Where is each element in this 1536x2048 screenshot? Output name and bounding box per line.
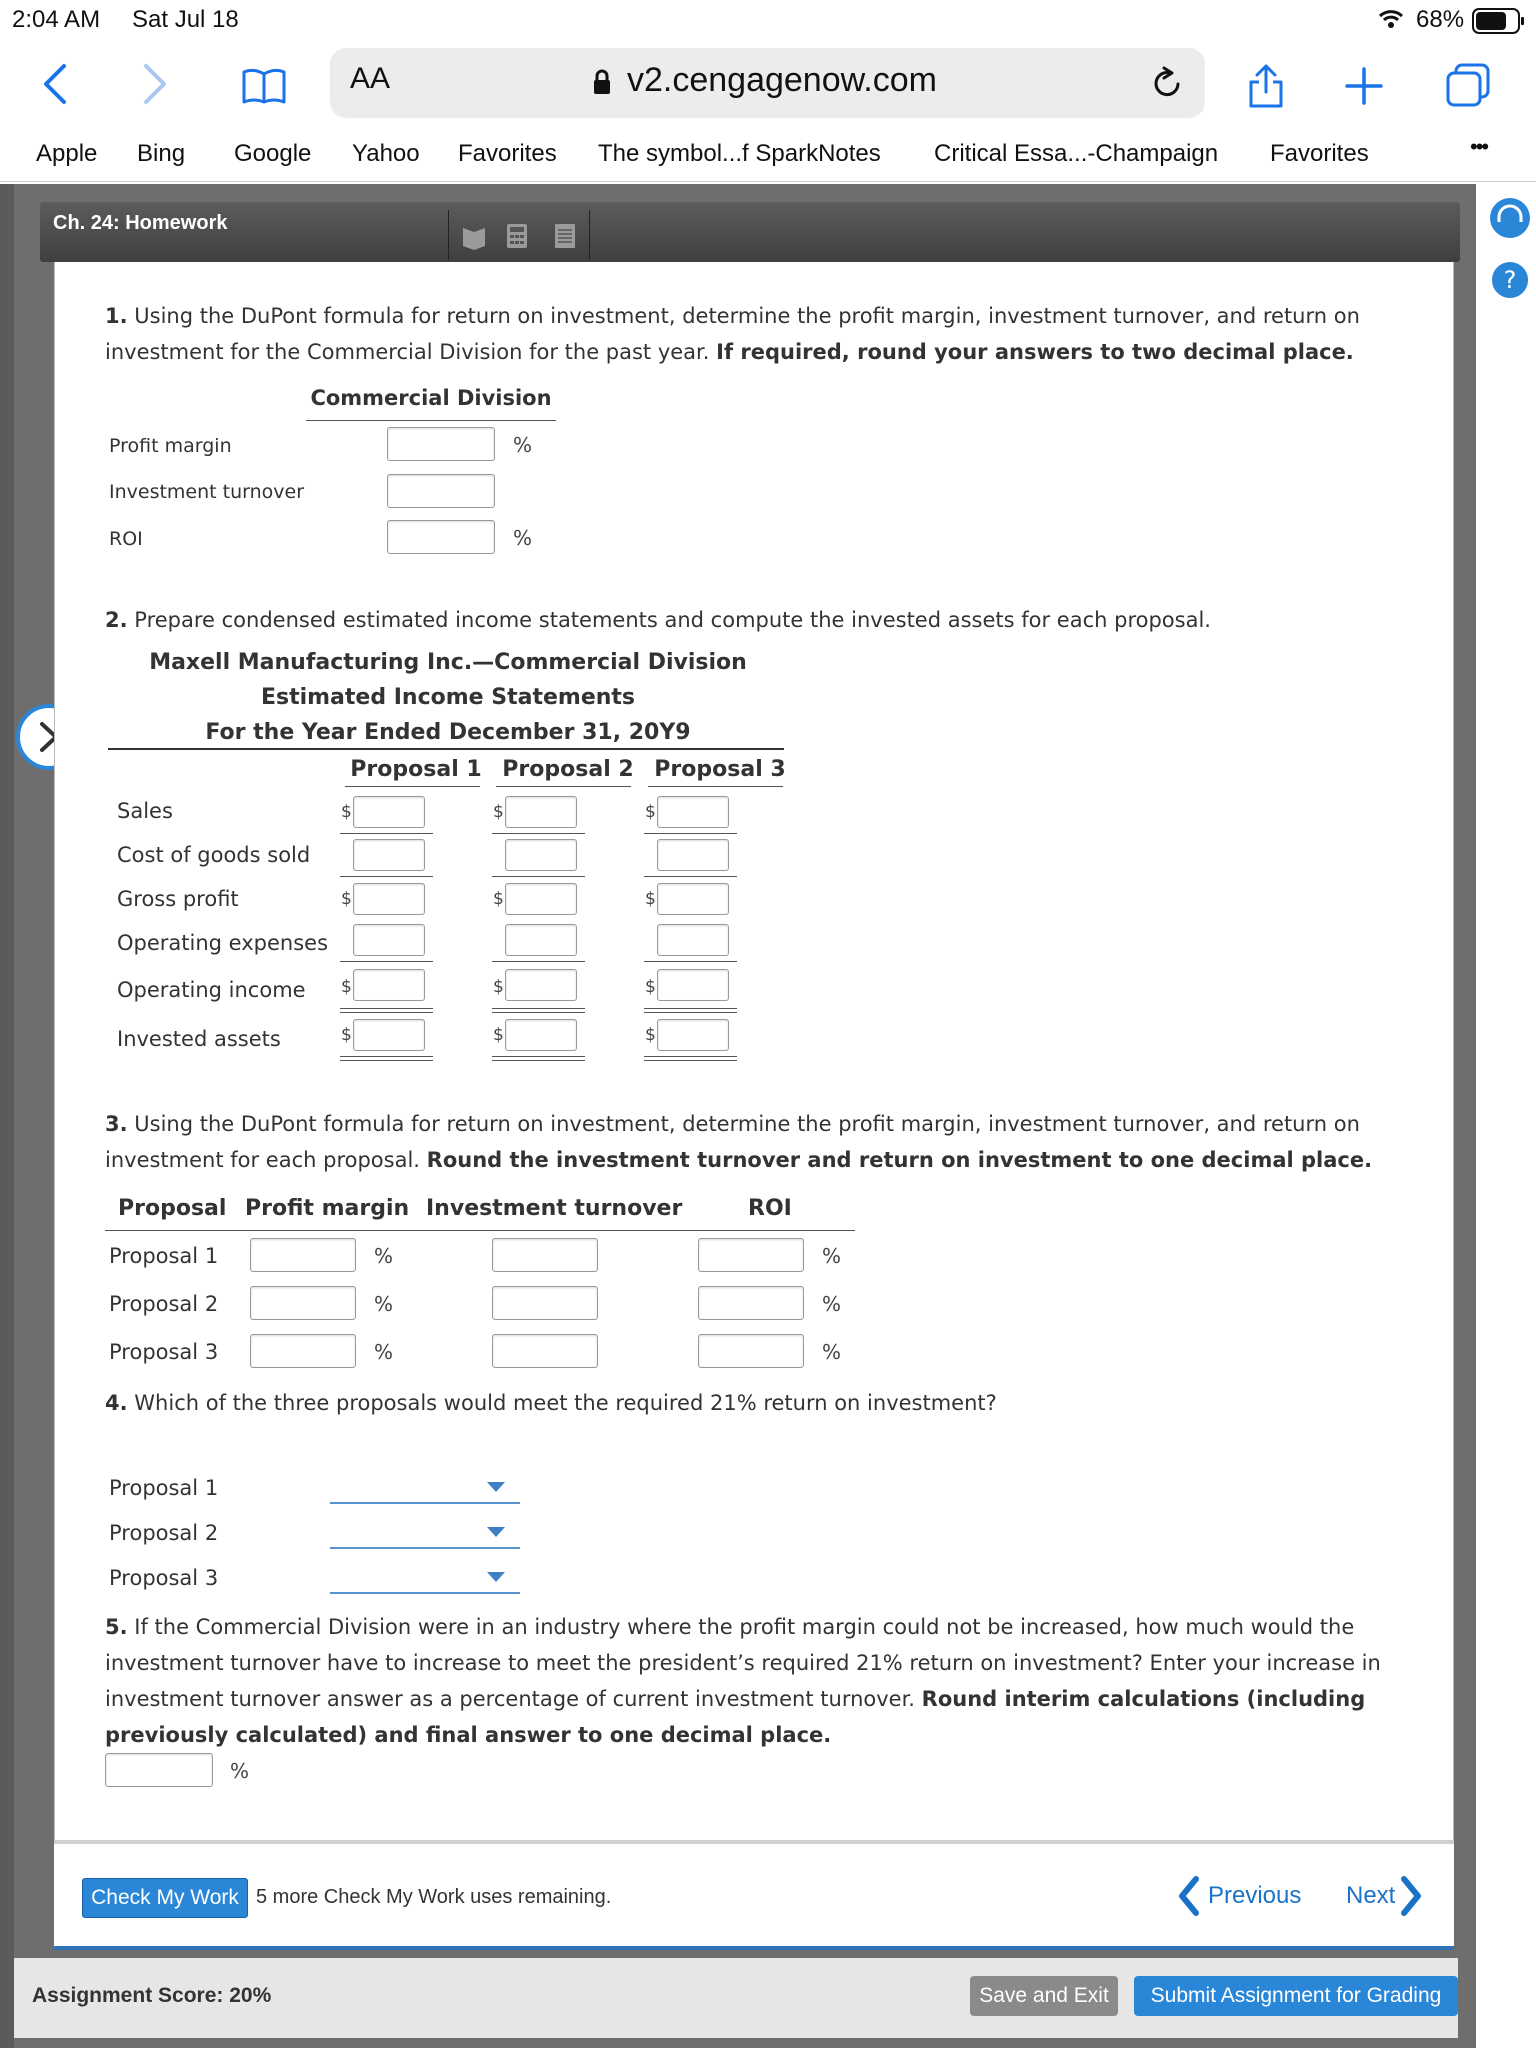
column-header-proposal-1: Proposal 1 [350,757,482,782]
column-header-investment-turnover: Investment turnover [426,1196,683,1221]
bookmark-apple[interactable]: Apple [36,140,98,167]
dollar-sign: $ [645,1025,656,1045]
commercial-division-header: Commercial Division [310,386,552,410]
cell-rule [340,1008,433,1009]
cell-rule [492,1060,585,1061]
toolbar-icons [448,210,590,260]
forward-icon[interactable] [140,62,170,106]
roi-input[interactable] [387,520,495,554]
dollar-sign: $ [645,802,656,822]
dropdown-underline [330,1502,520,1504]
question-1 [105,298,1405,370]
proposal-2-cogs-input[interactable] [505,839,577,871]
row-label-proposal-3: Proposal 3 [109,1340,219,1364]
lock-icon [592,68,612,96]
cell-rule [340,1012,433,1013]
back-icon[interactable] [40,62,70,106]
dropdown-arrow-icon [487,1527,505,1537]
row-label-gross-profit: Gross profit [117,887,239,911]
cell-rule [340,1056,433,1057]
row-label-proposal-2: Proposal 2 [109,1521,219,1545]
worksheet-icon[interactable] [553,222,577,250]
proposal-1-dropdown[interactable] [330,1470,520,1504]
question-3-instruction: Round the investment turnover and return on investment to one decimal place. [426,1148,1373,1172]
assignment-score: Assignment Score: 20% [32,1984,272,2007]
profit-margin-input[interactable] [387,427,495,461]
left-edge [0,184,14,2048]
question-5-number: 5. [105,1615,128,1639]
statement-title: Estimated Income Statements [260,685,636,710]
proposal-2-operating-expenses-input[interactable] [505,924,577,956]
wifi-icon [1378,8,1404,30]
ebook-icon[interactable] [461,224,487,250]
question-3-number: 3. [105,1112,128,1136]
column-header-profit-margin: Profit margin [245,1196,410,1221]
row-label-proposal-1: Proposal 1 [109,1244,219,1268]
percent-sign: % [374,1340,394,1364]
check-remaining-text: 5 more Check My Work uses remaining. [256,1886,612,1908]
reload-icon[interactable] [1150,64,1186,102]
dollar-sign: $ [493,977,504,997]
proposal-3-gross-profit-input[interactable] [657,883,729,915]
headset-icon[interactable] [1488,196,1532,240]
question-4-number: 4. [105,1391,128,1415]
proposal-2-gross-profit-input[interactable] [505,883,577,915]
column-header-proposal: Proposal [118,1196,227,1221]
proposal-1-investment-turnover-input[interactable] [492,1238,598,1272]
proposal-3-roi-input[interactable] [698,1334,804,1368]
cell-rule [492,876,585,877]
row-label-operating-expenses: Operating expenses [117,931,329,955]
proposal-3-operating-income-input[interactable] [657,969,729,1001]
status-date: Sat Jul 18 [132,6,239,33]
proposal-2-roi-input[interactable] [698,1286,804,1320]
cell-rule [644,961,737,962]
question-2 [105,602,1405,638]
proposal-1-roi-input[interactable] [698,1238,804,1272]
question-1-number: 1. [105,304,128,328]
column-underline [496,786,631,787]
table-header-rule [105,1230,855,1231]
url-text[interactable]: v2.cengagenow.com [627,61,937,99]
column-header-proposal-3: Proposal 3 [654,757,786,782]
proposal-1-cogs-input[interactable] [353,839,425,871]
calculator-icon[interactable] [505,222,529,250]
cell-rule [492,833,585,834]
row-label-operating-income: Operating income [117,978,306,1002]
dollar-sign: $ [493,889,504,909]
dollar-sign: $ [341,889,352,909]
question-3-text: Using the DuPont formula for return on investment, determine the profit margin, investment turnover, and return on investment for each proposal. [105,1112,1360,1172]
dollar-sign: $ [341,1025,352,1045]
proposal-3-investment-turnover-input[interactable] [492,1334,598,1368]
question-4-text: Which of the three proposals would meet the required 21% return on investment? [134,1391,997,1415]
check-my-work-button[interactable]: Check My Work [82,1878,248,1918]
dropdown-underline [330,1592,520,1594]
row-label-proposal-3: Proposal 3 [109,1566,219,1590]
cell-rule [492,1012,585,1013]
question-5 [105,1609,1405,1753]
chevron-right-icon [1400,1876,1424,1916]
share-icon[interactable] [1246,62,1286,110]
proposal-2-investment-turnover-input[interactable] [492,1286,598,1320]
proposal-3-cogs-input[interactable] [657,839,729,871]
proposal-2-sales-input[interactable] [505,796,577,828]
url-bar[interactable] [330,48,1205,118]
dollar-sign: $ [493,802,504,822]
text-size-button[interactable]: AA [350,62,391,95]
cell-rule [644,1060,737,1061]
proposal-3-operating-expenses-input[interactable] [657,924,729,956]
cell-rule [492,961,585,962]
next-label[interactable]: Next [1346,1882,1396,1909]
question-1-instruction: If required, round your answers to two decimal place. [716,340,1354,364]
cell-rule [492,1008,585,1009]
bookmark-yahoo[interactable]: Yahoo [352,140,420,167]
submit-assignment-button[interactable]: Submit Assignment for Grading [1134,1976,1458,2016]
question-2-text: Prepare condensed estimated income statements and compute the invested assets for each proposal. [134,608,1211,632]
new-tab-icon[interactable] [1344,66,1384,106]
dropdown-arrow-icon [487,1572,505,1582]
status-bar [0,0,1536,40]
cell-rule [340,833,433,834]
proposal-3-sales-input[interactable] [657,796,729,828]
row-label-roi: ROI [109,528,143,550]
cell-rule [644,833,737,834]
proposal-1-operating-income-input[interactable] [353,969,425,1001]
cell-rule [492,1056,585,1057]
bookmark-sparknotes[interactable]: The symbol...f SparkNotes [598,140,881,167]
proposal-2-invested-assets-input[interactable] [505,1019,577,1051]
row-label-proposal-2: Proposal 2 [109,1292,219,1316]
assignment-title: Ch. 24: Homework [53,212,228,234]
question-1-text: Using the DuPont formula for return on investment, determine the profit margin, investment turnover, and return on investment for the Commercial Division for the past year. [105,304,1360,364]
percent-sign: % [822,1340,842,1364]
percent-sign: % [230,1759,250,1783]
bookmark-favorites[interactable]: Favorites [458,140,557,167]
assignment-header [40,202,1460,262]
column-underline [648,786,783,787]
previous-label[interactable]: Previous [1208,1882,1302,1909]
header-underline [306,420,556,421]
dollar-sign: $ [493,1025,504,1045]
bookmark-favorites-2[interactable]: Favorites [1270,140,1369,167]
cell-rule [340,876,433,877]
more-icon[interactable]: ••• [1470,134,1488,159]
favorites-bar [0,130,1536,182]
proposal-2-operating-income-input[interactable] [505,969,577,1001]
proposal-1-invested-assets-input[interactable] [353,1019,425,1051]
proposal-2-profit-margin-input[interactable] [250,1286,356,1320]
column-header-roi: ROI [748,1196,792,1221]
proposal-1-sales-input[interactable] [353,796,425,828]
proposal-1-profit-margin-input[interactable] [250,1238,356,1272]
percent-sign: % [822,1244,842,1268]
row-label-proposal-1: Proposal 1 [109,1476,219,1500]
proposal-3-profit-margin-input[interactable] [250,1334,356,1368]
question-5-instruction: Round interim calculations (including previously calculated) and final answer to one decimal place. [105,1687,1366,1747]
cell-rule [644,876,737,877]
cell-rule [644,1012,737,1013]
bookmark-google[interactable]: Google [234,140,312,167]
question-2-number: 2. [105,608,128,632]
tabs-overview-icon[interactable] [1444,62,1492,108]
proposal-1-gross-profit-input[interactable] [353,883,425,915]
proposal-1-operating-expenses-input[interactable] [353,924,425,956]
dollar-sign: $ [341,977,352,997]
question-5-text: If the Commercial Division were in an industry where the profit margin could not be increased, how much would the investment turnover have to increase to meet the president’s required 21% return on investment? Enter your increase in investment turnover answer as a percentage of current investment turnover. [105,1615,1381,1711]
dropdown-underline [330,1547,520,1549]
battery-icon [1472,8,1526,34]
bookmarks-icon[interactable] [240,66,288,106]
status-time: 2:04 AM [12,6,101,33]
cell-rule [340,961,433,962]
proposal-3-invested-assets-input[interactable] [657,1019,729,1051]
title-rule [108,748,784,750]
question-3 [105,1106,1405,1178]
bookmark-critical-essays[interactable]: Critical Essa...-Champaign [934,140,1219,167]
help-icon[interactable] [1488,258,1532,302]
question-4 [105,1385,1405,1421]
column-header-proposal-2: Proposal 2 [502,757,634,782]
percent-sign: % [374,1244,394,1268]
investment-turnover-input[interactable] [387,474,495,508]
dollar-sign: $ [645,977,656,997]
percent-sign: % [822,1292,842,1316]
row-label-sales: Sales [117,799,173,823]
column-underline [345,786,480,787]
svg-text:?: ? [1503,266,1517,294]
right-utility-strip [1476,184,1536,2048]
dropdown-arrow-icon [487,1482,505,1492]
row-label-cogs: Cost of goods sold [117,843,311,867]
proposal-2-dropdown[interactable] [330,1515,520,1549]
row-label-invested-assets: Invested assets [117,1027,281,1051]
dollar-sign: $ [645,889,656,909]
battery-percent: 68% [1416,6,1465,33]
percent-sign: % [513,526,533,550]
row-label-profit-margin: Profit margin [109,435,232,457]
statement-company-title: Maxell Manufacturing Inc.—Commercial Division [149,650,747,675]
percent-sign: % [374,1292,394,1316]
cell-rule [644,1056,737,1057]
bookmark-bing[interactable]: Bing [137,140,186,167]
statement-period: For the Year Ended December 31, 20Y9 [205,720,691,745]
turnover-increase-input[interactable] [105,1753,213,1787]
row-label-investment-turnover: Investment turnover [109,481,305,503]
dollar-sign: $ [341,802,352,822]
cell-rule [340,1060,433,1061]
save-and-exit-button[interactable]: Save and Exit [970,1976,1118,2016]
proposal-3-dropdown[interactable] [330,1560,520,1594]
chevron-left-icon [1176,1876,1200,1916]
cell-rule [644,1008,737,1009]
percent-sign: % [513,433,533,457]
